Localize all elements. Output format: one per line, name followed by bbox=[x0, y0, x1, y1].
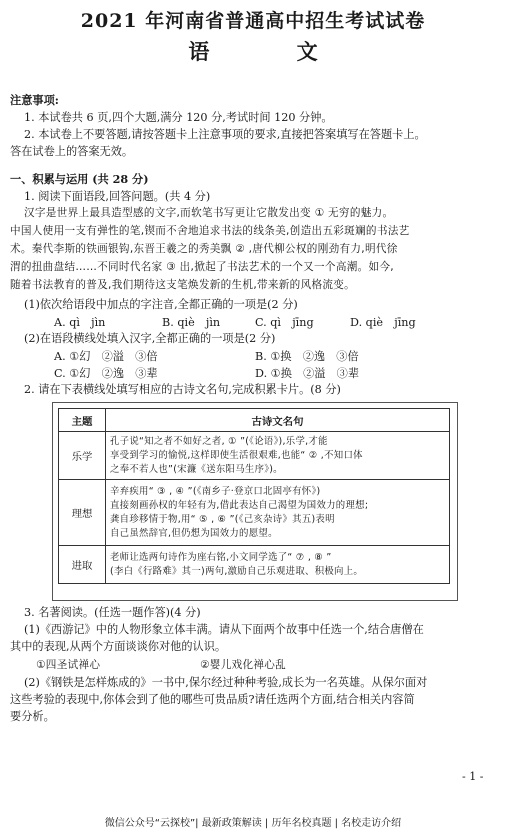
quote-line: 之奉不若人也”(宋濂《送东阳马生序》)。 bbox=[110, 463, 283, 475]
quote-line: 孔子说“知之者不如好之者, ① ”(《论语》),乐学,才能 bbox=[110, 435, 328, 447]
q3-stem: 3. 名著阅读。(任选一题作答)(4 分) bbox=[24, 606, 201, 619]
quote-line: 自己虽然辞官,但仍想为国效力的愿望。 bbox=[110, 527, 278, 539]
note-item-1: 1. 本试卷共 6 页,四个大题,满分 120 分,考试时间 120 分钟。 bbox=[24, 111, 333, 124]
sub1-option-a: A. qì jìn bbox=[54, 316, 106, 329]
sub1-option-c: C. qì jīng bbox=[255, 316, 314, 329]
quote-line: 辛弃疾用“ ③ , ④ ”(《南乡子·登京口北固亭有怀》) bbox=[110, 485, 321, 497]
q3-p2-line-3: 要分析。 bbox=[10, 710, 55, 723]
q3-p2-line-1: (2)《钢铁是怎样炼成的》一书中,保尔经过种种考验,成长为一名英雄。从保尔面对 bbox=[24, 676, 428, 689]
passage-line-2: 中国人使用一支有弹性的笔,锲而不舍地追求书法的线条美,创造出五彩斑斓的书法艺 bbox=[10, 225, 410, 237]
passage-line-5: 随着书法教育的普及,我们期待这支笔焕发新的生机,带来新的风格流变。 bbox=[10, 279, 356, 291]
p1-option-2: ②婴儿戏化禅心乱 bbox=[200, 659, 287, 671]
sub2-option-b: B. ①换 ②逸 ③倍 bbox=[255, 350, 359, 363]
table-row bbox=[59, 432, 450, 480]
sub1-option-b: B. qiè jìn bbox=[162, 316, 221, 329]
row-theme: 进取 bbox=[59, 546, 106, 584]
q1-sub1: (1)依次给语段中加点的字注音,全都正确的一项是(2 分) bbox=[24, 298, 298, 311]
table-row bbox=[59, 546, 450, 584]
notes-heading: 注意事项: bbox=[10, 93, 59, 107]
row-quote bbox=[106, 480, 450, 546]
quote-line: 直接刻画孙权的年轻有为,借此表达自己渴望为国效力的理想; bbox=[110, 499, 369, 511]
q3-p1-line-1: (1)《西游记》中的人物形象立体丰满。请从下面两个故事中任选一个,结合唐僧在 bbox=[24, 623, 424, 636]
table-head-quote: 古诗文名句 bbox=[106, 409, 450, 432]
row-theme: 理想 bbox=[59, 480, 106, 546]
sub2-option-d: D. ①换 ②溢 ③辈 bbox=[255, 367, 360, 380]
p1-option-1: ①四圣试禅心 bbox=[36, 659, 101, 671]
q2-stem: 2. 请在下表横线处填写相应的古诗文名句,完成积累卡片。(8 分) bbox=[24, 383, 341, 396]
q1-stem: 1. 阅读下面语段,回答问题。(共 4 分) bbox=[24, 190, 211, 203]
passage-line-1: 汉字是世界上最具造型感的文字,而软笔书写更让它散发出变 ① 无穷的魅力。 bbox=[24, 207, 394, 219]
footer-banner: 微信公众号“云探校”| 最新政策解读 | 历年名校真题 | 名校走访介绍 bbox=[104, 818, 402, 829]
row-quote bbox=[106, 546, 450, 584]
quote-line: 享受到学习的愉悦,这样即使生活很艰难,也能“ ② ,不知口体 bbox=[110, 449, 363, 461]
note-item-3: 答在试卷上的答案无效。 bbox=[10, 145, 134, 158]
row-quote bbox=[106, 432, 450, 480]
exam-subject: 语 文 bbox=[188, 39, 358, 64]
quote-line: 老师让选两句诗作为座右铭,小文同学选了“ ⑦ , ⑧ ” bbox=[110, 551, 332, 563]
q1-sub2: (2)在语段横线处填入汉字,全都正确的一项是(2 分) bbox=[24, 332, 276, 345]
table-row bbox=[59, 480, 450, 546]
table-head-theme: 主题 bbox=[59, 409, 106, 432]
row-theme: 乐学 bbox=[59, 432, 106, 480]
sub2-option-a: A. ①幻 ②溢 ③倍 bbox=[54, 350, 158, 363]
section-heading: 一、积累与运用 (共 28 分) bbox=[10, 172, 149, 186]
note-item-2: 2. 本试卷上不要答题,请按答题卡上注意事项的要求,直接把答案填写在答题卡上。 bbox=[24, 128, 426, 141]
passage-line-3: 术。秦代李斯的铁画银钩,东晋王羲之的秀美飘 ② ,唐代柳公权的刚劲有力,明代徐 bbox=[10, 243, 398, 255]
q3-p2-line-2: 这些考验的表现中,你体会到了他的哪些可贵品质?请任选两个方面,结合相关内容简 bbox=[10, 693, 415, 706]
poem-card-table bbox=[58, 408, 450, 584]
sub1-option-d: D. qiè jīng bbox=[350, 316, 416, 329]
q3-p1-line-2: 其中的表现,从两个方面谈谈你对他的认识。 bbox=[10, 640, 227, 653]
sub2-option-c: C. ①幻 ②逸 ③辈 bbox=[54, 367, 158, 380]
passage-line-4: 渭的扭曲盘结……不同时代名家 ③ 出,掀起了书法艺术的一个又一个高潮。如今, bbox=[10, 261, 394, 273]
quote-line: 龚自珍移情于物,用“ ⑤ , ⑥ ”(《己亥杂诗》其五)表明 bbox=[110, 513, 335, 525]
page-number: - 1 - bbox=[462, 770, 484, 783]
quote-line: (李白《行路难》其一)两句,激励自己乐观进取、积极向上。 bbox=[110, 565, 364, 577]
exam-title: 2021 年河南省普通高中招生考试试卷 bbox=[80, 10, 426, 32]
